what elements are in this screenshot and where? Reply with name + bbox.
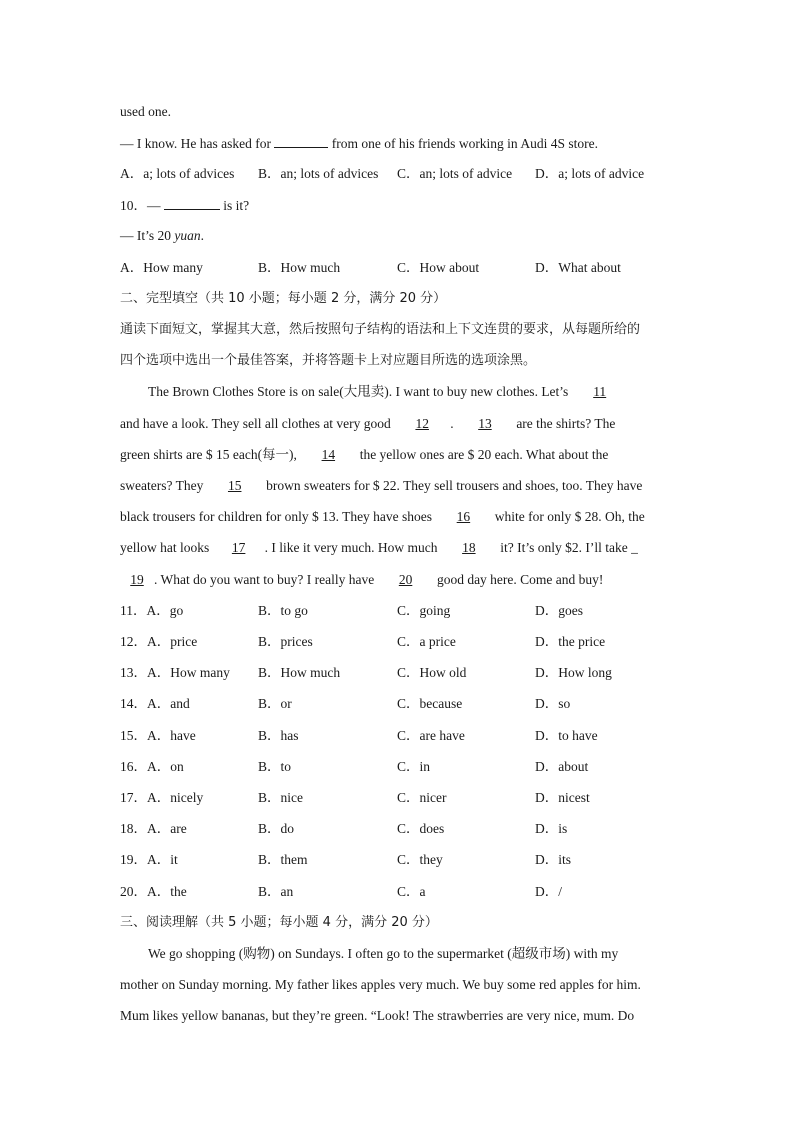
- option-b: B．or: [258, 696, 292, 711]
- passage-text: . I like it very much. How much: [264, 540, 441, 555]
- cloze-blank-16: 16: [456, 509, 471, 524]
- passage-text: brown sweaters for $ 22. They sell trousers and shoes, too. They have: [262, 478, 643, 493]
- passage-text: it? It’s only $2. I’ll take _: [496, 540, 638, 555]
- option-c: C．in: [397, 759, 431, 774]
- option-b: B．nice: [258, 790, 303, 805]
- passage-line-5: [120, 507, 645, 527]
- passage-line-3: [120, 445, 608, 465]
- q9-option-c: C．an; lots of advice: [397, 166, 513, 181]
- passage-text: white for only $ 28. Oh, the: [491, 509, 645, 524]
- reading-paragraph-line-3: Mum likes yellow bananas, but they’re green. “Look! The strawberries are very nice, mum. Do: [120, 1008, 635, 1023]
- option-a: 15．A．have: [120, 728, 196, 743]
- passage-text: The Brown Clothes Store is on sale(大甩卖). I want to buy new clothes. Let’s: [148, 384, 572, 399]
- option-a: 20．A．the: [120, 884, 187, 899]
- section2-instruction-1: 通读下面短文，掌握其大意，然后按照句子结构的语法和上下文连贯的要求，从每题所给的: [120, 322, 641, 337]
- option-c: C．nicer: [397, 790, 447, 805]
- passage-line-1: [148, 382, 628, 402]
- passage-line-2: [120, 414, 615, 434]
- passage-text: yellow hat looks: [120, 540, 213, 555]
- option-c: C．does: [397, 821, 445, 836]
- cloze-blank-19: 19: [130, 572, 144, 587]
- q9-reply-start: — I know. He has asked for: [120, 136, 275, 151]
- option-d: D．/: [535, 884, 562, 899]
- q10-reply-start: — It’s 20: [120, 228, 175, 243]
- cloze-blank-15: 15: [227, 478, 242, 493]
- option-d: D．about: [535, 759, 589, 774]
- option-c: C．a price: [397, 634, 456, 649]
- q10-stem-end: is it?: [219, 198, 250, 213]
- cloze-blank-11: 11: [593, 384, 607, 399]
- option-c: C．a: [397, 884, 426, 899]
- q10-option-d: D．What about: [535, 260, 621, 275]
- reading-paragraph-line-1: We go shopping (购物) on Sundays. I often go to the supermarket (超级市场) with my: [148, 946, 619, 961]
- option-a: 14．A．and: [120, 696, 190, 711]
- option-a: 11．A．go: [120, 603, 184, 618]
- section3-heading: 三、阅读理解（共 5 小题；每小题 4 分，满分 20 分）: [120, 915, 438, 930]
- q9-reply: [120, 133, 598, 154]
- q9-option-a: A．a; lots of advices: [120, 166, 235, 181]
- passage-text: the yellow ones are $ 20 each. What about the: [356, 447, 609, 462]
- q9-answer-blank: [274, 133, 328, 148]
- option-a: 17．A．nicely: [120, 790, 204, 805]
- option-b: B．prices: [258, 634, 313, 649]
- q10-option-c: C．How about: [397, 260, 480, 275]
- passage-text: and have a look. They sell all clothes at very good: [120, 416, 395, 431]
- cloze-blank-17: 17: [231, 540, 246, 555]
- option-d: D．is: [535, 821, 568, 836]
- option-c: C．How old: [397, 665, 467, 680]
- option-b: B．How much: [258, 665, 341, 680]
- q10-reply: [120, 226, 204, 246]
- passage-text: good day here. Come and buy!: [433, 572, 604, 587]
- option-d: D．the price: [535, 634, 606, 649]
- option-b: B．them: [258, 852, 308, 867]
- q9-continuation: used one.: [120, 104, 171, 119]
- q10-option-b: B．How much: [258, 260, 341, 275]
- section2-instruction-2: 四个选项中选出一个最佳答案，并将答题卡上对应题目所选的选项涂黑。: [120, 353, 537, 368]
- option-b: B．do: [258, 821, 295, 836]
- q10-stem: [120, 195, 249, 216]
- q9-reply-end: from one of his friends working in Audi 4S store.: [328, 136, 598, 151]
- passage-text: black trousers for children for only $ 13. They have shoes: [120, 509, 436, 524]
- cloze-blank-14: 14: [321, 447, 336, 462]
- option-d: D．goes: [535, 603, 583, 618]
- option-a: 13．A．How many: [120, 665, 230, 680]
- option-a: 19．A．it: [120, 852, 178, 867]
- q10-reply-end: .: [200, 228, 205, 243]
- passage-text: green shirts are $ 15 each(每一),: [120, 447, 301, 462]
- q9-option-d: D．a; lots of advice: [535, 166, 645, 181]
- passage-line-7: [120, 570, 603, 590]
- q10-option-a: A．How many: [120, 260, 203, 275]
- q10-reply-unit: yuan: [174, 228, 201, 243]
- option-d: D．its: [535, 852, 572, 867]
- q10-number: 10．—: [120, 198, 164, 213]
- section2-heading: 二、完型填空（共 10 小题；每小题 2 分，满分 20 分）: [120, 291, 447, 306]
- option-b: B．to: [258, 759, 292, 774]
- option-a: 12．A．price: [120, 634, 198, 649]
- q9-option-b: B．an; lots of advices: [258, 166, 379, 181]
- option-a: 18．A．are: [120, 821, 187, 836]
- option-b: B．an: [258, 884, 294, 899]
- option-a: 16．A．on: [120, 759, 184, 774]
- passage-line-6: [120, 538, 638, 558]
- q10-answer-blank: [164, 195, 220, 210]
- cloze-blank-20: 20: [398, 572, 413, 587]
- passage-text: . What do you want to buy? I really have: [154, 572, 378, 587]
- passage-text: are the shirts? The: [512, 416, 616, 431]
- cloze-blank-18: 18: [462, 540, 476, 555]
- cloze-blank-13: 13: [478, 416, 492, 431]
- option-d: D．to have: [535, 728, 598, 743]
- reading-paragraph-line-2: mother on Sunday morning. My father likes apples very much. We buy some red apples for him.: [120, 977, 641, 992]
- option-b: B．to go: [258, 603, 308, 618]
- option-d: D．nicest: [535, 790, 590, 805]
- option-c: C．going: [397, 603, 451, 618]
- option-c: C．they: [397, 852, 443, 867]
- passage-line-4: [120, 476, 642, 496]
- option-d: D．How long: [535, 665, 612, 680]
- passage-text: .: [450, 416, 457, 431]
- option-d: D．so: [535, 696, 571, 711]
- option-c: C．because: [397, 696, 463, 711]
- cloze-blank-12: 12: [415, 416, 429, 431]
- passage-text: sweaters? They: [120, 478, 207, 493]
- option-b: B．has: [258, 728, 299, 743]
- option-c: C．are have: [397, 728, 465, 743]
